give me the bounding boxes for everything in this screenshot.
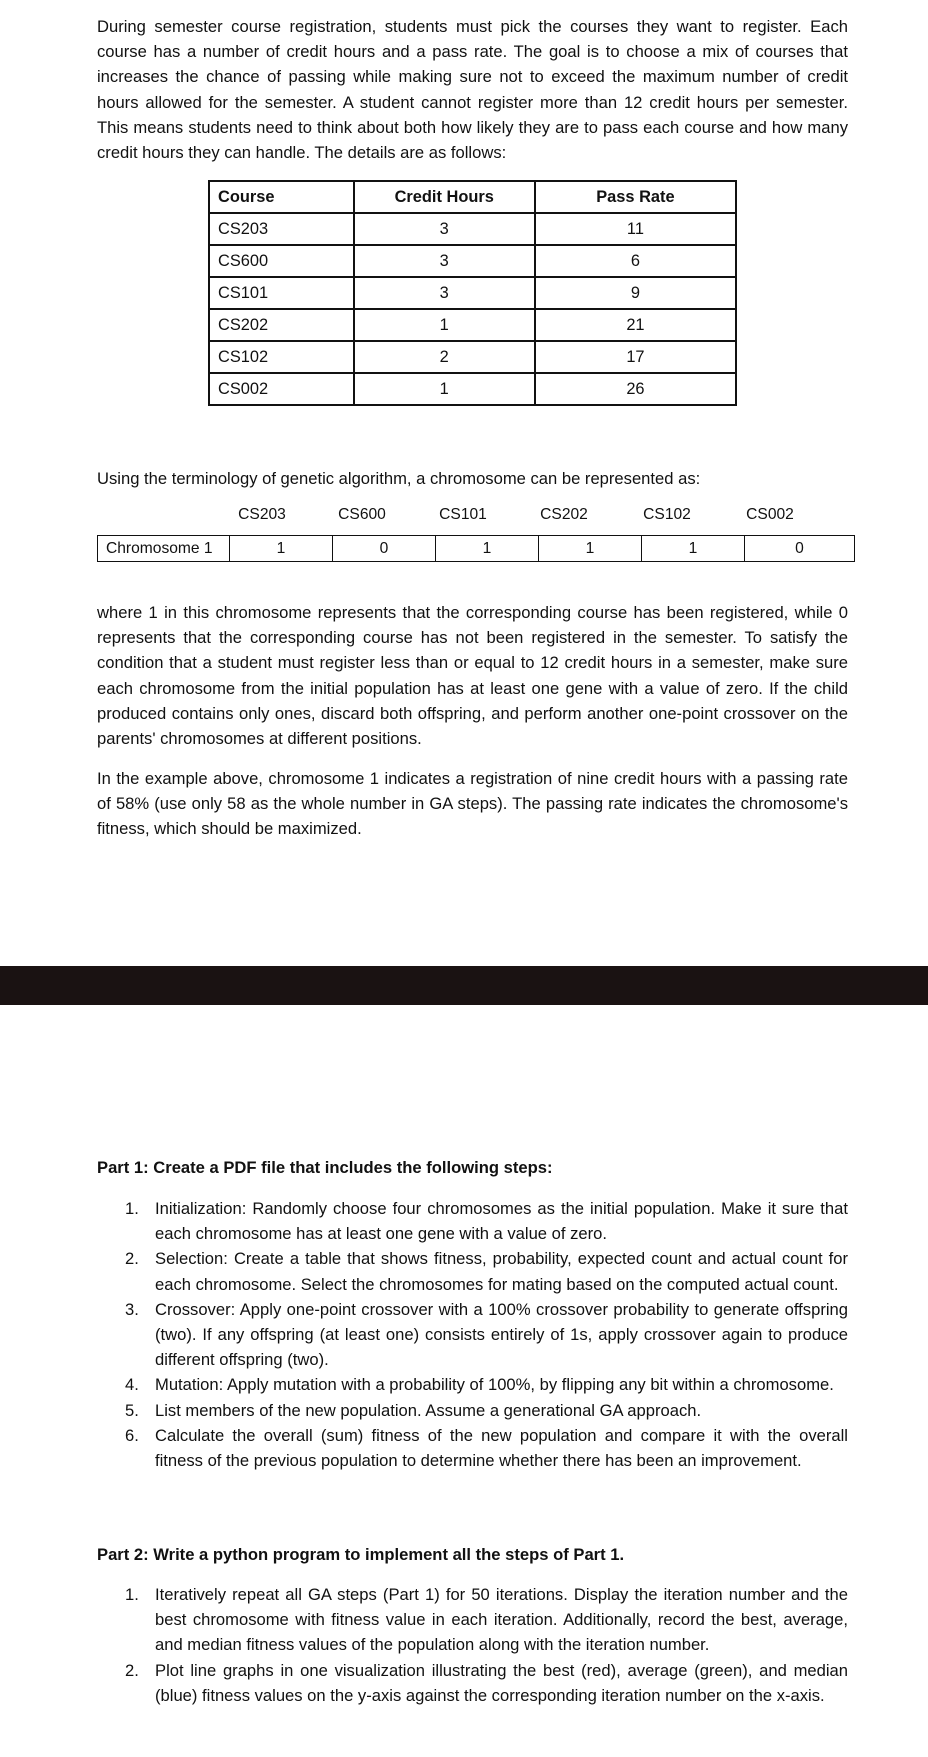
pass-rate-cell: 21 bbox=[535, 309, 736, 341]
credit-hours-cell: 3 bbox=[354, 277, 535, 309]
credit-hours-cell: 3 bbox=[354, 213, 535, 245]
part1-heading: Part 1: Create a PDF file that includes the following steps: bbox=[97, 1158, 553, 1177]
gene-cell: 1 bbox=[539, 536, 642, 562]
intro-paragraph: During semester course registration, students must pick the courses they want to register. Each course has a number of credit hours and a pass rate. The goal is to choose a mix of courses that increases the chance of passing while making sure not to exceed the maximum number of credit hours allowed for the semester. A student cannot register more than 12 credit hours per semester. This means students need to think about both how likely they are to pass each course and how many credit hours they can handle. The details are as follows: bbox=[97, 17, 848, 163]
item-number: 1. bbox=[125, 1585, 139, 1604]
list-item bbox=[97, 1372, 848, 1397]
item-text: Calculate the overall (sum) fitness of the new population and compare it with the overall fitness of the previous population to determine whether there has been an improvement. bbox=[155, 1425, 848, 1471]
page-divider-band bbox=[0, 966, 928, 1005]
chromosome-label: Chromosome 1 bbox=[98, 536, 230, 562]
pass-rate-cell: 26 bbox=[535, 373, 736, 405]
chromosome-course-label: CS600 bbox=[338, 506, 386, 523]
chromosome-course-label: CS101 bbox=[439, 506, 487, 523]
chromosome-course-label: CS002 bbox=[746, 506, 794, 523]
chromosome-row bbox=[98, 536, 855, 562]
table-row bbox=[209, 309, 736, 341]
part1-steps bbox=[97, 1196, 848, 1473]
course-table bbox=[208, 180, 737, 406]
chromosome-intro: Using the terminology of genetic algorithm, a chromosome can be represented as: bbox=[97, 469, 701, 488]
item-number: 2. bbox=[125, 1249, 139, 1269]
list-item bbox=[97, 1297, 848, 1373]
part2-heading: Part 2: Write a python program to implement all the steps of Part 1. bbox=[97, 1545, 625, 1564]
course-cell: CS600 bbox=[209, 245, 354, 277]
pass-rate-cell: 6 bbox=[535, 245, 736, 277]
list-item bbox=[97, 1658, 848, 1708]
pass-rate-cell: 11 bbox=[535, 213, 736, 245]
item-text: List members of the new population. Assume a generational GA approach. bbox=[155, 1400, 702, 1420]
list-item bbox=[97, 1196, 848, 1246]
list-item bbox=[97, 1582, 848, 1658]
pass-rate-cell: 9 bbox=[535, 277, 736, 309]
item-text: Mutation: Apply mutation with a probability of 100%, by flipping any bit within a chromosome. bbox=[155, 1375, 834, 1395]
table-row bbox=[209, 245, 736, 277]
course-cell: CS101 bbox=[209, 277, 354, 309]
chromosome-course-label: CS203 bbox=[238, 506, 286, 523]
course-cell: CS102 bbox=[209, 341, 354, 373]
pass-rate-cell: 17 bbox=[535, 341, 736, 373]
table-row bbox=[209, 341, 736, 373]
item-text: Plot line graphs in one visualization illustrating the best (red), average (green), and median (blue) fitness values on the y-axis against the corresponding iteration number on the x-axis. bbox=[155, 1660, 848, 1705]
item-text: Crossover: Apply one-point crossover with a 100% crossover probability to generate offspring (two). If any offspring (at least one) consists entirely of 1s, apply crossover again to produce different offspring (two). bbox=[155, 1299, 848, 1370]
list-item bbox=[97, 1398, 848, 1423]
item-text: Iteratively repeat all GA steps (Part 1) for 50 iterations. Display the iteration number and the best chromosome with fitness value in each iteration. Additionally, record the best, average, and median fitness values of the population along with the iteration number. bbox=[155, 1585, 848, 1655]
chromosome-table bbox=[97, 535, 855, 562]
course-cell: CS202 bbox=[209, 309, 354, 341]
header-pass-rate: Pass Rate bbox=[535, 181, 736, 213]
table-row bbox=[209, 373, 736, 405]
credit-hours-cell: 1 bbox=[354, 373, 535, 405]
credit-hours-cell: 2 bbox=[354, 341, 535, 373]
list-item bbox=[97, 1246, 848, 1296]
course-cell: CS203 bbox=[209, 213, 354, 245]
gene-cell: 0 bbox=[333, 536, 436, 562]
part2-steps bbox=[97, 1582, 848, 1708]
table-row bbox=[209, 213, 736, 245]
header-credit-hours: Credit Hours bbox=[354, 181, 535, 213]
credit-hours-cell: 3 bbox=[354, 245, 535, 277]
chromosome-course-labels bbox=[0, 506, 928, 526]
gene-cell: 0 bbox=[745, 536, 855, 562]
chromosome-course-label: CS102 bbox=[643, 506, 691, 523]
credit-hours-cell: 1 bbox=[354, 309, 535, 341]
gene-cell: 1 bbox=[230, 536, 333, 562]
item-text: Selection: Create a table that shows fitness, probability, expected count and actual count for each chromosome. Select the chromosomes for mating based on the computed actual count. bbox=[155, 1249, 848, 1294]
list-item bbox=[97, 1423, 848, 1473]
item-number: 6. bbox=[125, 1425, 139, 1445]
item-number: 1. bbox=[125, 1199, 139, 1218]
explanation-paragraph: where 1 in this chromosome represents that the corresponding course has been registered, while 0 represents that the corresponding course has not been registered in the semester. To satisfy the condition that a student must register less than or equal to 12 credit hours in a semester, make sure each chromosome from the initial population has at least one gene with a value of zero. If the child produced contains only ones, discard both offspring, and perform another one-point crossover on the parents' chromosomes at different positions. bbox=[97, 603, 848, 749]
item-text: Initialization: Randomly choose four chromosomes as the initial population. Make it sure that each chromosome has at least one gene with a value of zero. bbox=[155, 1199, 848, 1244]
course-table-header bbox=[209, 181, 736, 213]
item-number: 4. bbox=[125, 1375, 139, 1395]
item-number: 5. bbox=[125, 1400, 139, 1420]
course-cell: CS002 bbox=[209, 373, 354, 405]
table-row bbox=[209, 277, 736, 309]
item-number: 3. bbox=[125, 1299, 139, 1319]
gene-cell: 1 bbox=[436, 536, 539, 562]
header-course: Course bbox=[209, 181, 354, 213]
gene-cell: 1 bbox=[642, 536, 745, 562]
chromosome-course-label: CS202 bbox=[540, 506, 588, 523]
example-paragraph: In the example above, chromosome 1 indicates a registration of nine credit hours with a passing rate of 58% (use only 58 as the whole number in GA steps). The passing rate indicates the chromosome's fitness, which should be maximized. bbox=[97, 769, 848, 839]
item-number: 2. bbox=[125, 1660, 139, 1680]
